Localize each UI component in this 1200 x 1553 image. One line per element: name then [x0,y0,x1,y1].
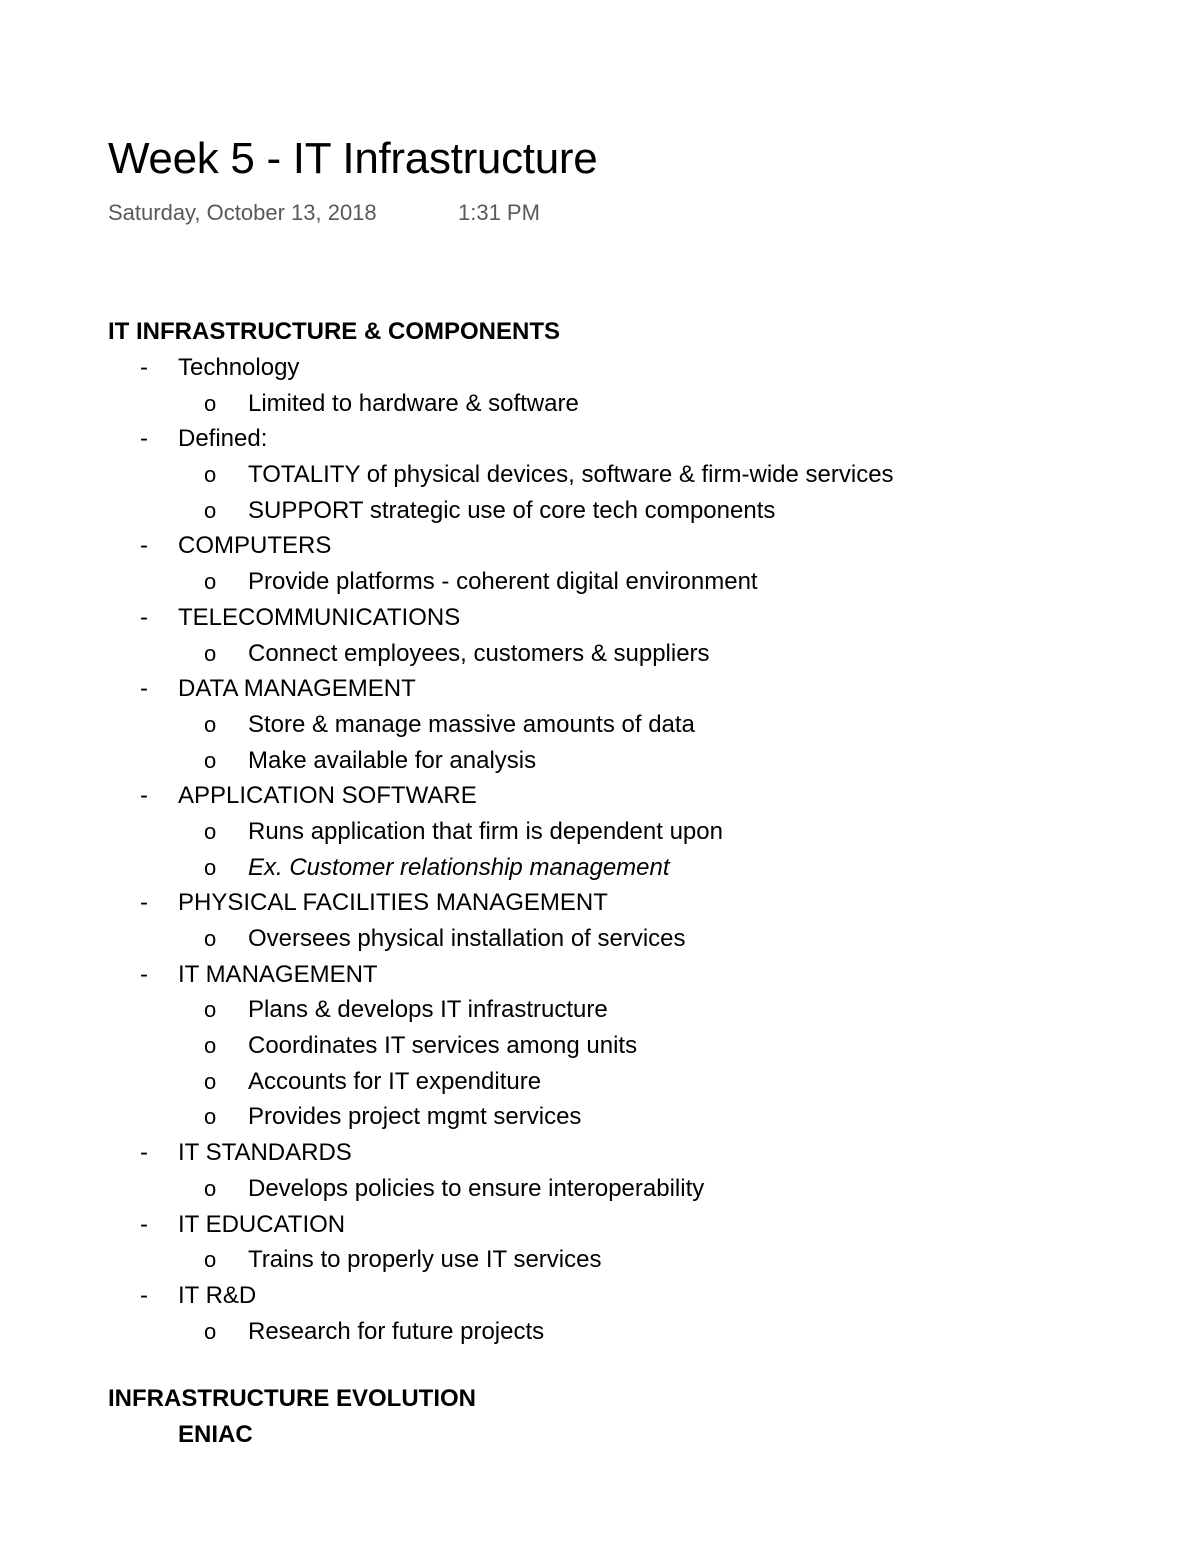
note-time: 1:31 PM [458,200,540,225]
sub-item-text: Accounts for IT expenditure [248,1067,542,1095]
sub-item [108,564,1148,600]
sub-item [108,921,1148,957]
list-item-label: PHYSICAL FACILITIES MANAGEMENT [178,889,608,917]
dash-marker: - [140,532,148,560]
sub-heading-eniac: ENIAC [178,1421,253,1449]
bullet-marker: o [204,926,217,951]
dash-marker: - [140,889,148,917]
sub-item [108,1242,1148,1278]
bullet-marker: o [204,1318,217,1344]
bullet-marker: o [204,640,217,666]
sub-item [108,1028,1148,1064]
bullet-marker: o [204,747,217,773]
sub-item-text: Plans & develops IT infrastructure [248,996,608,1024]
sub-item-text: Provides project mgmt services [248,1103,582,1131]
note-date: Saturday, October 13, 2018 [108,200,377,225]
sub-item-text-example: Ex. Customer relationship management [248,853,670,881]
dash-marker: - [140,603,148,631]
sub-item [108,850,1148,886]
section-heading-infrastructure-evolution: INFRASTRUCTURE EVOLUTION [108,1385,476,1413]
list-item-application-software [108,778,1148,814]
list-item-label: Technology [178,354,300,381]
sub-item-text: SUPPORT strategic use of core tech components [248,496,776,524]
list-item-physical-facilities [108,885,1148,921]
list-item-label: DATA MANAGEMENT [178,675,416,703]
sub-item [108,707,1148,743]
page-title: Week 5 - IT Infrastructure [108,134,598,183]
sub-item [108,493,1148,529]
bullet-marker: o [204,462,217,488]
sub-item-text: Develops policies to ensure interoperability [248,1174,705,1202]
sub-item [108,992,1148,1028]
list-item-defined [108,421,1148,457]
list-item-label: TELECOMMUNICATIONS [178,603,461,631]
sub-item [108,1064,1148,1100]
sub-item-text: Runs application that firm is dependent upon [248,817,723,845]
dash-marker: - [140,960,148,988]
sub-item [108,1099,1148,1135]
bullet-marker: o [204,1104,217,1130]
sub-item [108,636,1148,672]
sub-item-text: Provide platforms - coherent digital environment [248,568,758,596]
list-item-it-management [108,957,1148,993]
bullet-marker: o [204,854,217,880]
sub-item-text: Make available for analysis [248,746,537,774]
list-item-computers [108,528,1148,564]
list-item-label: Defined: [178,425,268,453]
sub-item-text: Store & manage massive amounts of data [248,710,695,738]
list-item-label: APPLICATION SOFTWARE [178,782,477,810]
bullet-marker: o [204,1068,217,1094]
bullet-marker: o [204,1247,217,1273]
bullet-marker: o [204,818,217,844]
bullet-marker: o [204,1175,217,1201]
list-item-label: COMPUTERS [178,532,332,560]
dash-marker: - [140,354,148,381]
sub-item-text: Connect employees, customers & suppliers [248,639,710,667]
dash-marker: - [140,1281,148,1309]
dash-marker: - [140,675,148,703]
bullet-marker: o [204,997,217,1023]
sub-item [108,1171,1148,1207]
bullet-marker: o [204,569,217,595]
bullet-marker: o [204,497,217,523]
dash-marker: - [140,425,148,453]
sub-item [108,814,1148,850]
list-item-it-education [108,1207,1148,1243]
dash-marker: - [140,1139,148,1167]
sub-item-text: Coordinates IT services among units [248,1032,638,1060]
dash-marker: - [140,1210,148,1238]
note-timestamp [108,199,540,227]
bullet-marker: o [204,390,217,416]
section-spacer [108,1349,1148,1381]
list-item-technology [108,350,1148,386]
bullet-marker: o [204,1033,217,1059]
note-body [108,314,1148,1449]
bullet-marker: o [204,711,217,737]
sub-item-text: Limited to hardware & software [248,389,579,417]
list-item-data-management [108,671,1148,707]
sub-item-text: Research for future projects [248,1317,545,1345]
section-heading-it-infrastructure: IT INFRASTRUCTURE & COMPONENTS [108,318,560,345]
list-item-label: IT STANDARDS [178,1139,352,1167]
sub-item-text: TOTALITY of physical devices, software & firm-wide services [248,461,894,489]
list-item-label: IT MANAGEMENT [178,960,378,988]
list-item-label: IT EDUCATION [178,1210,346,1238]
dash-marker: - [140,782,148,810]
sub-item [108,386,1148,422]
list-item-it-rnd [108,1278,1148,1314]
list-item-it-standards [108,1135,1148,1171]
sub-item [108,457,1148,493]
list-item-label: IT R&D [178,1281,257,1309]
sub-item [108,743,1148,779]
sub-item-text: Oversees physical installation of services [248,925,686,952]
list-item-telecommunications [108,600,1148,636]
sub-item [108,1314,1148,1350]
sub-item-text: Trains to properly use IT services [248,1246,602,1274]
